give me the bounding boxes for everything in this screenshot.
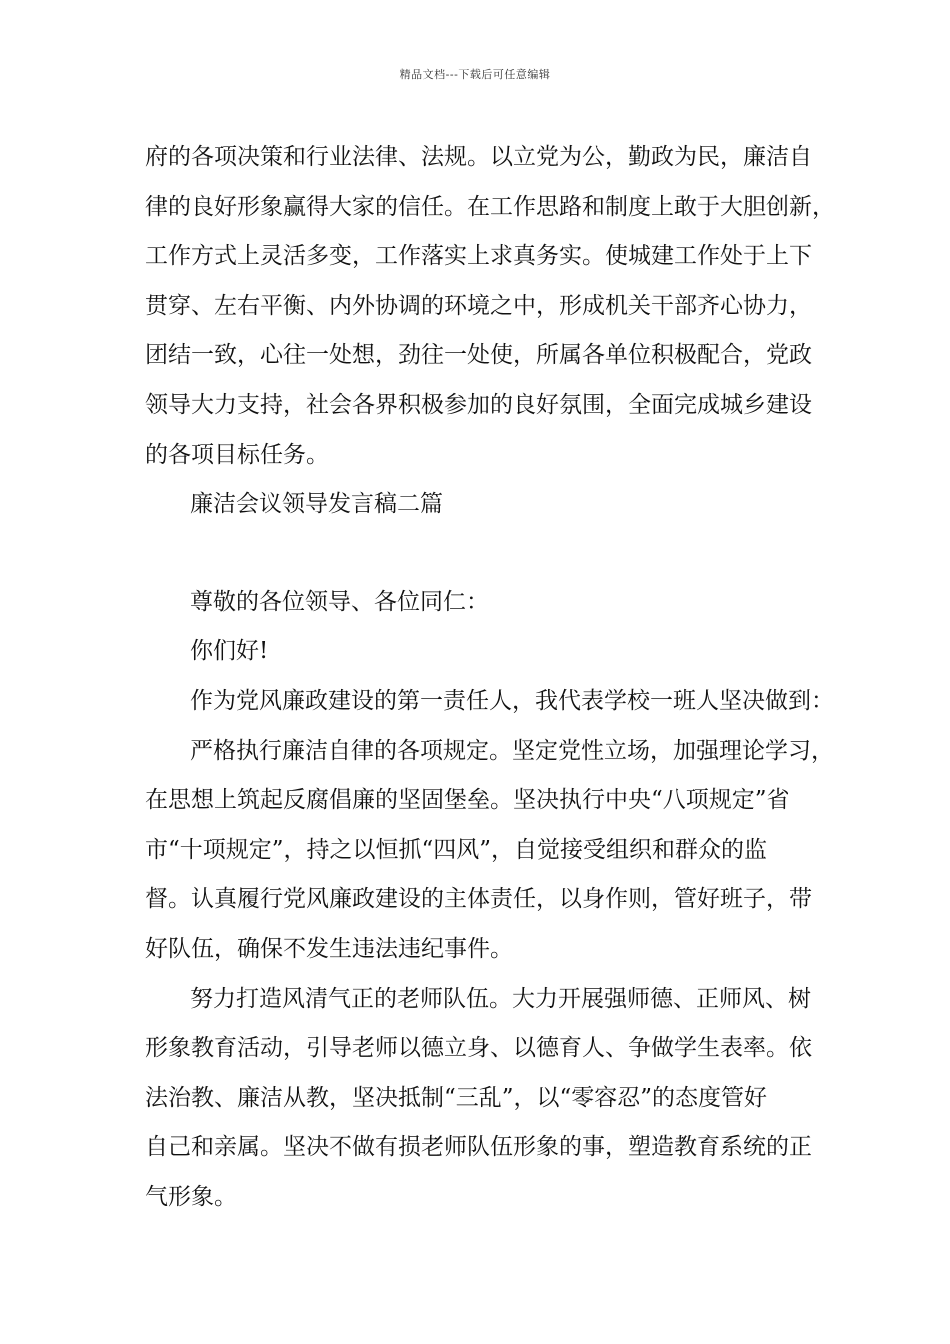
text-line: 市“十项规定”，持之以恒抓“四风”，自觉接受组织和群众的监 xyxy=(145,836,768,863)
blank-gap xyxy=(145,530,835,578)
text-line: 廉洁会议领导发言稿二篇 xyxy=(190,491,443,518)
text-line: 好队伍，确保不发生违法违纪事件。 xyxy=(145,935,513,962)
text-line: 工作方式上灵活多变，工作落实上求真务实。使城建工作处于上下 xyxy=(145,243,812,270)
text-line: 努力打造风清气正的老师队伍。大力开展强师德、正师风、树 xyxy=(190,985,811,1012)
text-line: 作为党风廉政建设的第一责任人，我代表学校一班人坚决做到： xyxy=(190,687,834,714)
text-line: 的各项目标任务。 xyxy=(145,441,329,468)
text-line: 团结一致，心往一处想，劲往一处使，所属各单位积极配合，党政 xyxy=(145,342,812,369)
paragraph xyxy=(145,975,835,1223)
paragraph xyxy=(145,133,835,480)
text-line: 你们好! xyxy=(190,638,269,665)
text-line: 贯穿、左右平衡、内外协调的环境之中，形成机关干部齐心协力， xyxy=(145,292,812,319)
salutation xyxy=(145,578,835,628)
text-line: 在思想上筑起反腐倡廉的坚固堡垒。坚决执行中央“八项规定”省 xyxy=(145,787,790,814)
text-line: 法治教、廉洁从教，坚决抵制“三乱”，以“零容忍”的态度管好 xyxy=(145,1084,768,1111)
text-line: 形象教育活动，引导老师以德立身、以德育人、争做学生表率。依 xyxy=(145,1035,812,1062)
text-line: 领导大力支持，社会各界积极参加的良好氛围，全面完成城乡建设 xyxy=(145,391,812,418)
paragraph xyxy=(145,727,835,975)
paragraph xyxy=(145,677,835,727)
text-line: 气形象。 xyxy=(145,1183,237,1210)
greeting xyxy=(145,627,835,677)
document-body xyxy=(145,133,835,1222)
page-header: 精品文档---下载后可任意编辑 xyxy=(399,68,551,81)
text-line: 律的良好形象赢得大家的信任。在工作思路和制度上敢于大胆创新， xyxy=(145,193,835,220)
section-title xyxy=(145,480,835,530)
text-line: 督。认真履行党风廉政建设的主体责任，以身作则，管好班子，带 xyxy=(145,886,812,913)
text-line: 府的各项决策和行业法律、法规。以立党为公，勤政为民，廉洁自 xyxy=(145,144,812,170)
text-line: 尊敬的各位领导、各位同仁： xyxy=(190,588,489,615)
text-line: 严格执行廉洁自律的各项规定。坚定党性立场，加强理论学习， xyxy=(190,737,834,764)
text-line: 自己和亲属。坚决不做有损老师队伍形象的事，塑造教育系统的正 xyxy=(145,1134,812,1161)
